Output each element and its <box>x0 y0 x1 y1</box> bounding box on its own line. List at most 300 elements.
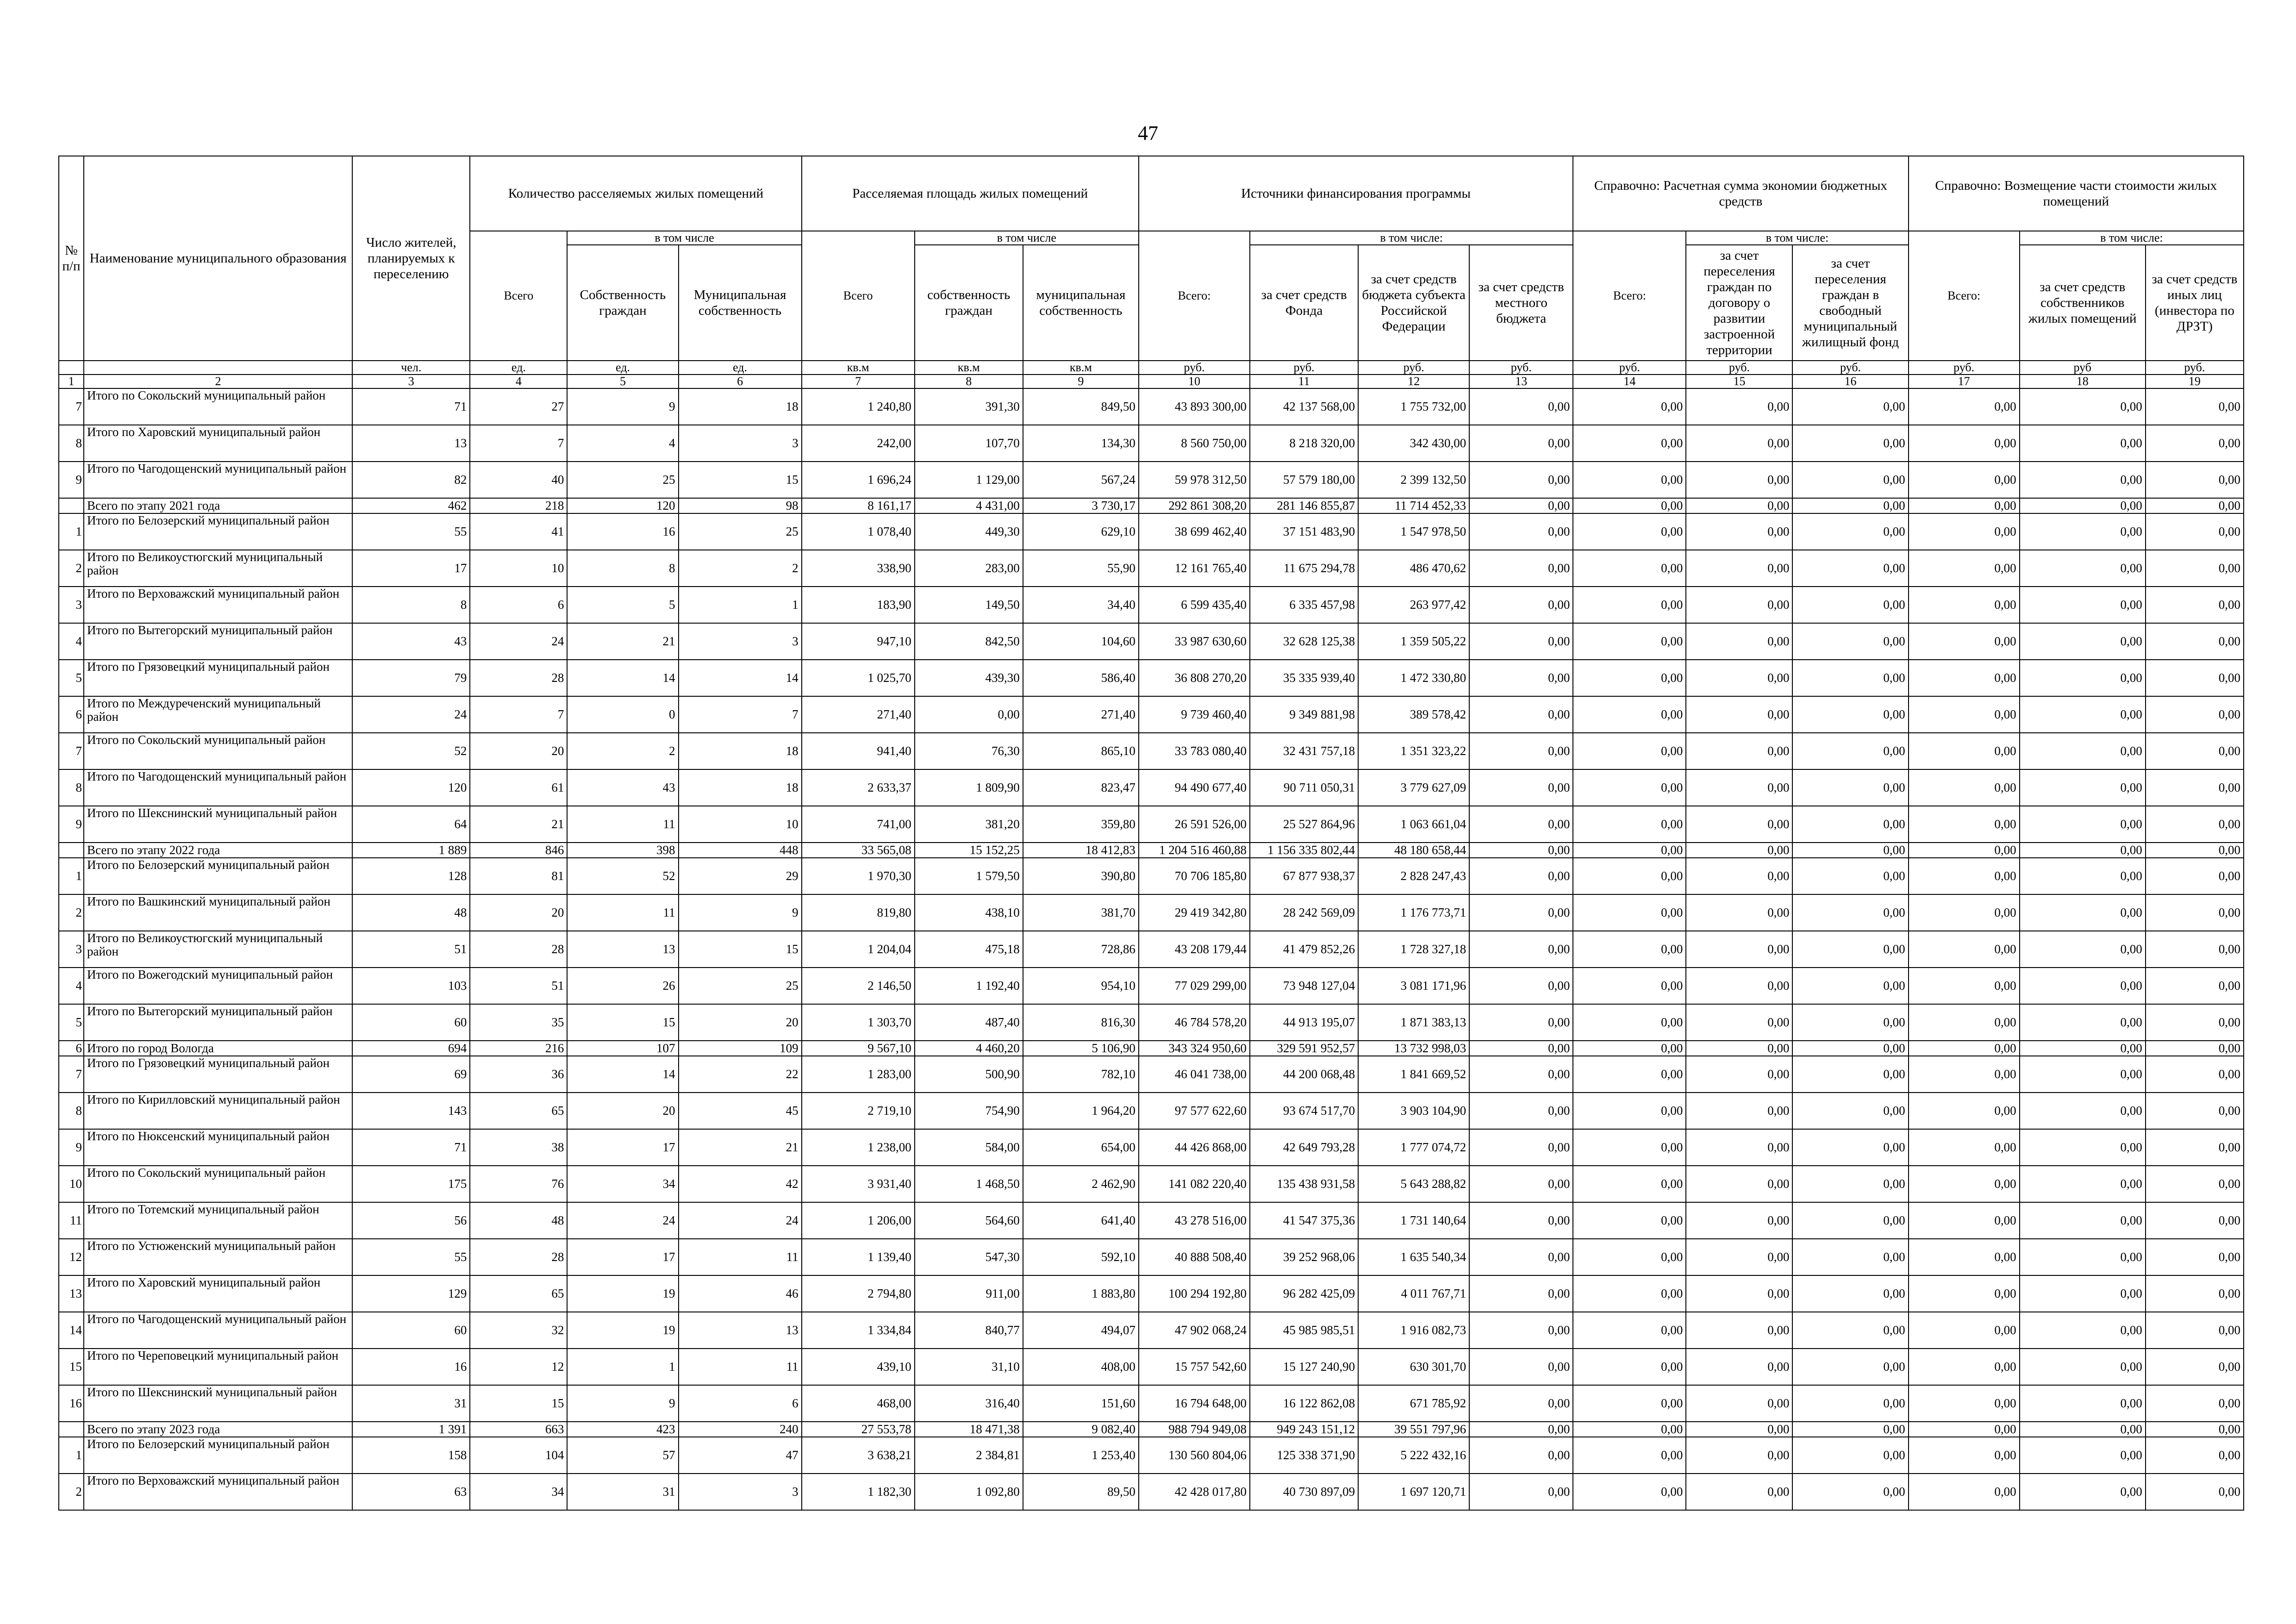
value-cell: 343 324 950,60 <box>1139 1041 1250 1056</box>
value-cell: 28 <box>470 660 567 696</box>
value-cell: 3 <box>679 425 802 462</box>
value-cell: 2 633,37 <box>802 769 915 806</box>
value-cell: 40 730 897,09 <box>1250 1474 1358 1510</box>
value-cell: 0,00 <box>1909 843 2020 858</box>
value-cell: 0,00 <box>1792 660 1908 696</box>
value-cell: 0,00 <box>2020 968 2146 1004</box>
column-number: 5 <box>567 375 678 388</box>
value-cell: 0,00 <box>2020 1041 2146 1056</box>
value-cell: 0,00 <box>1573 623 1686 660</box>
value-cell: 0,00 <box>1686 587 1792 623</box>
value-cell: 0,00 <box>2020 660 2146 696</box>
value-cell: 26 591 526,00 <box>1139 806 1250 843</box>
value-cell: 0,00 <box>1573 388 1686 425</box>
value-cell: 0,00 <box>2020 1437 2146 1474</box>
value-cell: 76,30 <box>915 733 1023 769</box>
value-cell: 125 338 371,90 <box>1250 1437 1358 1474</box>
value-cell: 3 <box>679 1474 802 1510</box>
unit-cell: руб. <box>1139 361 1250 375</box>
value-cell: 0,00 <box>2020 1093 2146 1129</box>
value-cell: 0,00 <box>2146 769 2244 806</box>
table-row <box>59 623 2244 660</box>
value-cell: 11 714 452,33 <box>1358 498 1469 513</box>
value-cell: 8 <box>567 550 678 587</box>
value-cell: 342 430,00 <box>1358 425 1469 462</box>
municipality-name: Итого по Нюксенский муниципальный район <box>84 1129 352 1166</box>
municipality-name: Итого по Вытегорский муниципальный район <box>84 623 352 660</box>
row-number: 11 <box>59 1202 84 1239</box>
value-cell: 3 931,40 <box>802 1166 915 1202</box>
table-row <box>59 1129 2244 1166</box>
value-cell: 0,00 <box>1792 931 1908 968</box>
value-cell: 33 987 630,60 <box>1139 623 1250 660</box>
value-cell: 46 041 738,00 <box>1139 1056 1250 1093</box>
value-cell: 741,00 <box>802 806 915 843</box>
value-cell: 0,00 <box>1909 660 2020 696</box>
value-cell: 45 <box>679 1093 802 1129</box>
value-cell: 0,00 <box>1573 806 1686 843</box>
header-other-persons: за счет средств иных лиц (инвестора по ДРЗТ) <box>2146 245 2244 361</box>
value-cell: 28 242 569,09 <box>1250 894 1358 931</box>
row-number: 15 <box>59 1349 84 1385</box>
value-cell: 32 <box>470 1312 567 1349</box>
value-cell: 100 294 192,80 <box>1139 1275 1250 1312</box>
value-cell: 0,00 <box>1909 587 2020 623</box>
value-cell: 1 970,30 <box>802 858 915 894</box>
value-cell: 47 902 068,24 <box>1139 1312 1250 1349</box>
value-cell: 19 <box>567 1312 678 1349</box>
municipality-name: Итого по Сокольский муниципальный район <box>84 388 352 425</box>
value-cell: 954,10 <box>1023 968 1139 1004</box>
value-cell: 48 <box>470 1202 567 1239</box>
value-cell: 51 <box>352 931 470 968</box>
column-number: 2 <box>84 375 352 388</box>
value-cell: 0,00 <box>1909 858 2020 894</box>
value-cell: 107,70 <box>915 425 1023 462</box>
value-cell: 47 <box>679 1437 802 1474</box>
total-row <box>59 1422 2244 1437</box>
value-cell: 0,00 <box>1469 1041 1573 1056</box>
column-number: 11 <box>1250 375 1358 388</box>
value-cell: 0,00 <box>1573 550 1686 587</box>
value-cell: 8 560 750,00 <box>1139 425 1250 462</box>
value-cell: 134,30 <box>1023 425 1139 462</box>
value-cell: 36 <box>470 1056 567 1093</box>
table-row <box>59 388 2244 425</box>
table-row <box>59 587 2244 623</box>
value-cell: 281 146 855,87 <box>1250 498 1358 513</box>
value-cell: 94 490 677,40 <box>1139 769 1250 806</box>
value-cell: 44 426 868,00 <box>1139 1129 1250 1166</box>
value-cell: 57 579 180,00 <box>1250 462 1358 498</box>
header-finance-including: в том числе: <box>1250 231 1573 245</box>
value-cell: 52 <box>352 733 470 769</box>
value-cell: 292 861 308,20 <box>1139 498 1250 513</box>
value-cell: 0,00 <box>1792 1312 1908 1349</box>
value-cell: 584,00 <box>915 1129 1023 1166</box>
value-cell: 59 978 312,50 <box>1139 462 1250 498</box>
value-cell: 0,00 <box>1686 513 1792 550</box>
value-cell: 949 243 151,12 <box>1250 1422 1358 1437</box>
row-number: 4 <box>59 623 84 660</box>
value-cell: 0,00 <box>2020 1239 2146 1275</box>
value-cell: 1 192,40 <box>915 968 1023 1004</box>
value-cell: 381,20 <box>915 806 1023 843</box>
value-cell: 1 139,40 <box>802 1239 915 1275</box>
value-cell: 0,00 <box>1686 769 1792 806</box>
value-cell: 694 <box>352 1041 470 1056</box>
value-cell: 0,00 <box>1469 1056 1573 1093</box>
value-cell: 0,00 <box>1469 696 1573 733</box>
value-cell: 0,00 <box>1909 1349 2020 1385</box>
value-cell: 0,00 <box>1469 968 1573 1004</box>
value-cell: 1 176 773,71 <box>1358 894 1469 931</box>
municipality-name: Итого по город Вологда <box>84 1041 352 1056</box>
total-row <box>59 1041 2244 1056</box>
value-cell: 0,00 <box>1792 1166 1908 1202</box>
value-cell: 283,00 <box>915 550 1023 587</box>
row-number: 9 <box>59 1129 84 1166</box>
table-row <box>59 733 2244 769</box>
value-cell: 16 <box>567 513 678 550</box>
row-number: 5 <box>59 660 84 696</box>
value-cell: 17 <box>567 1129 678 1166</box>
value-cell: 0,00 <box>1686 1474 1792 1510</box>
unit-cell: кв.м <box>802 361 915 375</box>
value-cell: 52 <box>567 858 678 894</box>
value-cell: 4 <box>567 425 678 462</box>
value-cell: 16 122 862,08 <box>1250 1385 1358 1422</box>
value-cell: 0,00 <box>1909 550 2020 587</box>
value-cell: 316,40 <box>915 1385 1023 1422</box>
value-cell: 0,00 <box>2146 696 2244 733</box>
row-number: 3 <box>59 931 84 968</box>
value-cell: 487,40 <box>915 1004 1023 1041</box>
value-cell: 0,00 <box>2146 1437 2244 1474</box>
value-cell: 0,00 <box>1686 623 1792 660</box>
value-cell: 390,80 <box>1023 858 1139 894</box>
municipality-name: Итого по Шекснинский муниципальный район <box>84 806 352 843</box>
value-cell: 0,00 <box>2020 1166 2146 1202</box>
value-cell: 1 <box>567 1349 678 1385</box>
row-number: 1 <box>59 513 84 550</box>
municipality-name: Итого по Чагодощенский муниципальный район <box>84 462 352 498</box>
table-row <box>59 513 2244 550</box>
value-cell: 1 182,30 <box>802 1474 915 1510</box>
value-cell: 1 889 <box>352 843 470 858</box>
value-cell: 0,00 <box>1686 1385 1792 1422</box>
value-cell: 67 877 938,37 <box>1250 858 1358 894</box>
value-cell: 107 <box>567 1041 678 1056</box>
column-number: 10 <box>1139 375 1250 388</box>
value-cell: 0,00 <box>1469 894 1573 931</box>
value-cell: 271,40 <box>1023 696 1139 733</box>
header-savings-development: за счет переселения граждан по договору о развитии застроенной территории <box>1686 245 1792 361</box>
value-cell: 0,00 <box>1469 769 1573 806</box>
value-cell: 2 <box>679 550 802 587</box>
value-cell: 11 <box>679 1349 802 1385</box>
value-cell: 9 <box>679 894 802 931</box>
row-number: 7 <box>59 1056 84 1093</box>
value-cell: 1 696,24 <box>802 462 915 498</box>
value-cell: 26 <box>567 968 678 1004</box>
value-cell: 1 697 120,71 <box>1358 1474 1469 1510</box>
value-cell: 0,00 <box>2146 1004 2244 1041</box>
value-cell: 0,00 <box>1792 1474 1908 1510</box>
value-cell: 0,00 <box>1792 1422 1908 1437</box>
value-cell: 0,00 <box>1909 1275 2020 1312</box>
table-row <box>59 1239 2244 1275</box>
value-cell: 0,00 <box>1469 1385 1573 1422</box>
value-cell: 31 <box>352 1385 470 1422</box>
value-cell: 43 208 179,44 <box>1139 931 1250 968</box>
municipality-name: Итого по Великоустюгский муниципальный район <box>84 550 352 587</box>
value-cell: 5 643 288,82 <box>1358 1166 1469 1202</box>
row-number <box>59 843 84 858</box>
value-cell: 2 <box>567 733 678 769</box>
value-cell: 0,00 <box>1909 696 2020 733</box>
value-cell: 0,00 <box>1573 858 1686 894</box>
unit-cell: руб. <box>1469 361 1573 375</box>
value-cell: 0,00 <box>1686 968 1792 1004</box>
value-cell: 60 <box>352 1004 470 1041</box>
value-cell: 39 551 797,96 <box>1358 1422 1469 1437</box>
value-cell: 564,60 <box>915 1202 1023 1239</box>
header-group-area: Расселяемая площадь жилых помещений <box>802 156 1139 231</box>
value-cell: 0,00 <box>1909 1474 2020 1510</box>
value-cell: 0,00 <box>2146 587 2244 623</box>
value-cell: 77 029 299,00 <box>1139 968 1250 1004</box>
value-cell: 0,00 <box>1573 1093 1686 1129</box>
value-cell: 0,00 <box>1792 587 1908 623</box>
value-cell: 0,00 <box>1909 1239 2020 1275</box>
value-cell: 29 <box>679 858 802 894</box>
value-cell: 16 794 648,00 <box>1139 1385 1250 1422</box>
municipality-name: Итого по Шекснинский муниципальный район <box>84 1385 352 1422</box>
row-number <box>59 1422 84 1437</box>
value-cell: 1 204 516 460,88 <box>1139 843 1250 858</box>
value-cell: 0,00 <box>1909 1385 2020 1422</box>
value-cell: 18 <box>679 388 802 425</box>
municipality-name: Итого по Верховажский муниципальный район <box>84 1474 352 1510</box>
municipality-name: Итого по Сокольский муниципальный район <box>84 1166 352 1202</box>
value-cell: 31,10 <box>915 1349 1023 1385</box>
value-cell: 97 577 622,60 <box>1139 1093 1250 1129</box>
value-cell: 671 785,92 <box>1358 1385 1469 1422</box>
value-cell: 0,00 <box>1573 462 1686 498</box>
value-cell: 3 779 627,09 <box>1358 769 1469 806</box>
value-cell: 0,00 <box>2146 1385 2244 1422</box>
municipality-name: Итого по Белозерский муниципальный район <box>84 513 352 550</box>
value-cell: 0,00 <box>1686 1239 1792 1275</box>
value-cell: 0,00 <box>2146 388 2244 425</box>
value-cell: 22 <box>679 1056 802 1093</box>
value-cell: 0,00 <box>1686 931 1792 968</box>
column-number: 9 <box>1023 375 1139 388</box>
value-cell: 0,00 <box>2146 1166 2244 1202</box>
value-cell: 0,00 <box>1909 968 2020 1004</box>
value-cell: 0,00 <box>2020 513 2146 550</box>
value-cell: 0,00 <box>1686 1056 1792 1093</box>
value-cell: 11 <box>679 1239 802 1275</box>
value-cell: 9 349 881,98 <box>1250 696 1358 733</box>
units-row <box>59 361 2244 375</box>
value-cell: 0,00 <box>1686 1202 1792 1239</box>
column-number: 1 <box>59 375 84 388</box>
value-cell: 1 728 327,18 <box>1358 931 1469 968</box>
value-cell: 0,00 <box>1792 894 1908 931</box>
table-row <box>59 1093 2244 1129</box>
value-cell: 4 460,20 <box>915 1041 1023 1056</box>
value-cell: 76 <box>470 1166 567 1202</box>
value-cell: 36 808 270,20 <box>1139 660 1250 696</box>
header-group-count: Количество расселяемых жилых помещений <box>470 156 801 231</box>
value-cell: 4 011 767,71 <box>1358 1275 1469 1312</box>
value-cell: 0,00 <box>1909 462 2020 498</box>
value-cell: 0,00 <box>1469 550 1573 587</box>
row-number: 2 <box>59 1474 84 1510</box>
value-cell: 391,30 <box>915 388 1023 425</box>
value-cell: 0,00 <box>2020 1004 2146 1041</box>
value-cell: 1 <box>679 587 802 623</box>
value-cell: 20 <box>470 733 567 769</box>
value-cell: 32 431 757,18 <box>1250 733 1358 769</box>
unit-cell: ед. <box>470 361 567 375</box>
municipality-name: Итого по Устюженский муниципальный район <box>84 1239 352 1275</box>
value-cell: 0,00 <box>1792 1041 1908 1056</box>
value-cell: 0,00 <box>1573 696 1686 733</box>
value-cell: 0,00 <box>1469 1437 1573 1474</box>
value-cell: 381,70 <box>1023 894 1139 931</box>
table-row <box>59 462 2244 498</box>
value-cell: 35 <box>470 1004 567 1041</box>
total-row <box>59 498 2244 513</box>
value-cell: 0,00 <box>1686 1093 1792 1129</box>
value-cell: 57 <box>567 1437 678 1474</box>
table-row <box>59 1202 2244 1239</box>
value-cell: 175 <box>352 1166 470 1202</box>
unit-cell: руб. <box>2146 361 2244 375</box>
value-cell: 0,00 <box>1469 1239 1573 1275</box>
value-cell: 12 161 765,40 <box>1139 550 1250 587</box>
value-cell: 64 <box>352 806 470 843</box>
value-cell: 18 <box>679 733 802 769</box>
value-cell: 0,00 <box>1469 1474 1573 1510</box>
municipality-name: Итого по Верховажский муниципальный район <box>84 587 352 623</box>
value-cell: 0,00 <box>2146 1422 2244 1437</box>
value-cell: 0,00 <box>1909 388 2020 425</box>
value-cell: 15 127 240,90 <box>1250 1349 1358 1385</box>
value-cell: 819,80 <box>802 894 915 931</box>
value-cell: 183,90 <box>802 587 915 623</box>
value-cell: 0,00 <box>1573 1437 1686 1474</box>
table-row <box>59 1474 2244 1510</box>
value-cell: 0,00 <box>1909 513 2020 550</box>
value-cell: 0,00 <box>1909 1041 2020 1056</box>
value-cell: 9 567,10 <box>802 1041 915 1056</box>
value-cell: 629,10 <box>1023 513 1139 550</box>
value-cell: 0,00 <box>1909 1202 2020 1239</box>
value-cell: 0,00 <box>2020 1349 2146 1385</box>
value-cell: 462 <box>352 498 470 513</box>
value-cell: 438,10 <box>915 894 1023 931</box>
value-cell: 0,00 <box>1469 931 1573 968</box>
value-cell: 0,00 <box>1686 388 1792 425</box>
value-cell: 18 <box>679 769 802 806</box>
row-number: 3 <box>59 587 84 623</box>
value-cell: 0,00 <box>1686 843 1792 858</box>
value-cell: 7 <box>679 696 802 733</box>
value-cell: 941,40 <box>802 733 915 769</box>
table-row <box>59 1349 2244 1385</box>
value-cell: 263 977,42 <box>1358 587 1469 623</box>
value-cell: 0,00 <box>1792 1202 1908 1239</box>
table-row <box>59 1385 2244 1422</box>
value-cell: 486 470,62 <box>1358 550 1469 587</box>
row-number: 6 <box>59 696 84 733</box>
value-cell: 11 675 294,78 <box>1250 550 1358 587</box>
municipality-name: Итого по Междуреченский муниципальный район <box>84 696 352 733</box>
value-cell: 11 <box>567 806 678 843</box>
value-cell: 79 <box>352 660 470 696</box>
value-cell: 1 025,70 <box>802 660 915 696</box>
value-cell: 0,00 <box>2020 1275 2146 1312</box>
value-cell: 988 794 949,08 <box>1139 1422 1250 1437</box>
value-cell: 0,00 <box>1792 623 1908 660</box>
value-cell: 14 <box>567 1056 678 1093</box>
municipality-name: Итого по Белозерский муниципальный район <box>84 1437 352 1474</box>
value-cell: 103 <box>352 968 470 1004</box>
value-cell: 0,00 <box>1686 733 1792 769</box>
value-cell: 1 129,00 <box>915 462 1023 498</box>
row-number: 12 <box>59 1239 84 1275</box>
value-cell: 1 283,00 <box>802 1056 915 1093</box>
value-cell: 128 <box>352 858 470 894</box>
municipality-name: Итого по Чагодощенский муниципальный район <box>84 1312 352 1349</box>
header-citizens-property: Собственность граждан <box>567 245 678 361</box>
value-cell: 65 <box>470 1275 567 1312</box>
value-cell: 15 <box>567 1004 678 1041</box>
value-cell: 1 547 978,50 <box>1358 513 1469 550</box>
value-cell: 109 <box>679 1041 802 1056</box>
value-cell: 0,00 <box>1573 1056 1686 1093</box>
value-cell: 216 <box>470 1041 567 1056</box>
table-row <box>59 1004 2244 1041</box>
value-cell: 120 <box>567 498 678 513</box>
value-cell: 73 948 127,04 <box>1250 968 1358 1004</box>
value-cell: 21 <box>470 806 567 843</box>
header-count-total: Всего <box>470 231 567 361</box>
value-cell: 0,00 <box>1573 587 1686 623</box>
value-cell: 65 <box>470 1093 567 1129</box>
value-cell: 60 <box>352 1312 470 1349</box>
value-cell: 34 <box>567 1166 678 1202</box>
value-cell: 0,00 <box>1573 513 1686 550</box>
header-subject-budget: за счет средств бюджета субъекта Российской Федерации <box>1358 245 1469 361</box>
table-row <box>59 769 2244 806</box>
table-row <box>59 858 2244 894</box>
column-number: 14 <box>1573 375 1686 388</box>
value-cell: 0,00 <box>2020 769 2146 806</box>
value-cell: 34,40 <box>1023 587 1139 623</box>
value-cell: 1 579,50 <box>915 858 1023 894</box>
value-cell: 149,50 <box>915 587 1023 623</box>
value-cell: 43 893 300,00 <box>1139 388 1250 425</box>
value-cell: 0,00 <box>1686 1041 1792 1056</box>
value-cell: 130 560 804,06 <box>1139 1437 1250 1474</box>
unit-cell: ед. <box>567 361 678 375</box>
value-cell: 1 391 <box>352 1422 470 1437</box>
